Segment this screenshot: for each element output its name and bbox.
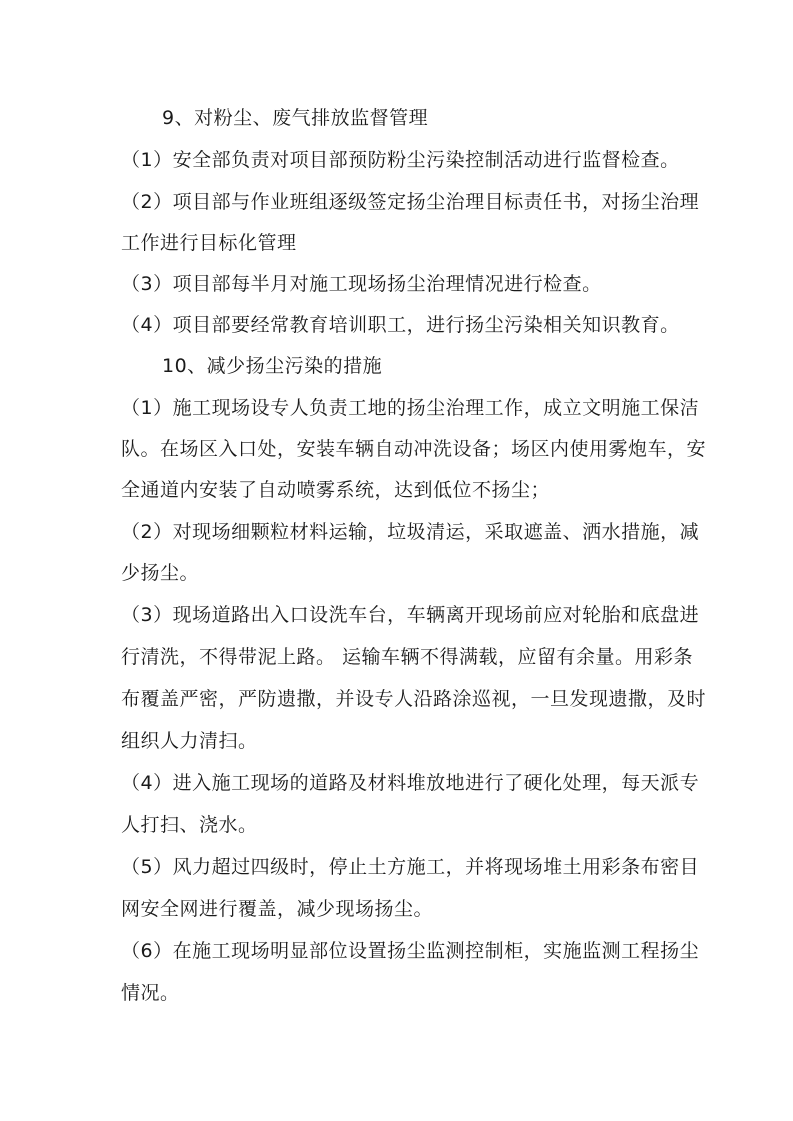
- section-10-item-1-line-3: 全通道内安装了自动喷雾系统，达到低位不扬尘；: [121, 479, 551, 501]
- section-10-item-3-line-4: 组织人力清扫。: [121, 730, 258, 752]
- section-9-item-4-line-1: （4）项目部要经常教育培训职工，进行扬尘污染相关知识教育。: [121, 314, 680, 336]
- section-10-item-6-line-2: 情况。: [121, 982, 180, 1004]
- section-10-item-1-line-2: 队。在场区入口处，安装车辆自动冲洗设备；场区内使用雾炮车，安: [121, 438, 707, 460]
- section-10-item-3-line-1: （3）现场道路出入口设洗车台，车辆离开现场前应对轮胎和底盘进: [121, 604, 700, 626]
- section-9-item-2-line-1: （2）项目部与作业班组逐级签定扬尘治理目标责任书，对扬尘治理: [121, 191, 700, 213]
- section-10-item-3-line-2: 行清洗，不得带泥上路。 运输车辆不得满载，应留有余量。用彩条: [121, 646, 694, 668]
- section-9-item-3-line-1: （3）项目部每半月对施工现场扬尘治理情况进行检查。: [121, 273, 602, 295]
- section-10-item-5-line-2: 网安全网进行覆盖，减少现场扬尘。: [121, 898, 434, 920]
- section-10-item-2-line-1: （2）对现场细颗粒材料运输，垃圾清运，采取遮盖、洒水措施，减: [121, 521, 700, 543]
- section-10-item-1-line-1: （1）施工现场设专人负责工地的扬尘治理工作，成立文明施工保洁: [121, 397, 700, 419]
- section-10-item-6-line-1: （6）在施工现场明显部位设置扬尘监测控制柜，实施监测工程扬尘: [121, 940, 700, 962]
- section-9-heading: 9、对粉尘、废气排放监督管理: [162, 107, 429, 129]
- section-10-item-3-line-3: 布覆盖严密，严防遗撒，并设专人沿路涂巡视，一旦发现遗撒，及时: [121, 688, 707, 710]
- section-9-item-1-line-1: （1）安全部负责对项目部预防粉尘污染控制活动进行监督检查。: [121, 149, 680, 171]
- section-10-item-2-line-2: 少扬尘。: [121, 562, 200, 584]
- section-10-item-4-line-1: （4）进入施工现场的道路及材料堆放地进行了硬化处理，每天派专: [121, 772, 700, 794]
- section-10-heading: 10、减少扬尘污染的措施: [162, 355, 383, 377]
- section-9-item-2-line-2: 工作进行目标化管理: [121, 232, 297, 254]
- section-10-item-4-line-2: 人打扫、浇水。: [121, 814, 258, 836]
- section-10-item-5-line-1: （5）风力超过四级时，停止土方施工，并将现场堆土用彩条布密目: [121, 856, 700, 878]
